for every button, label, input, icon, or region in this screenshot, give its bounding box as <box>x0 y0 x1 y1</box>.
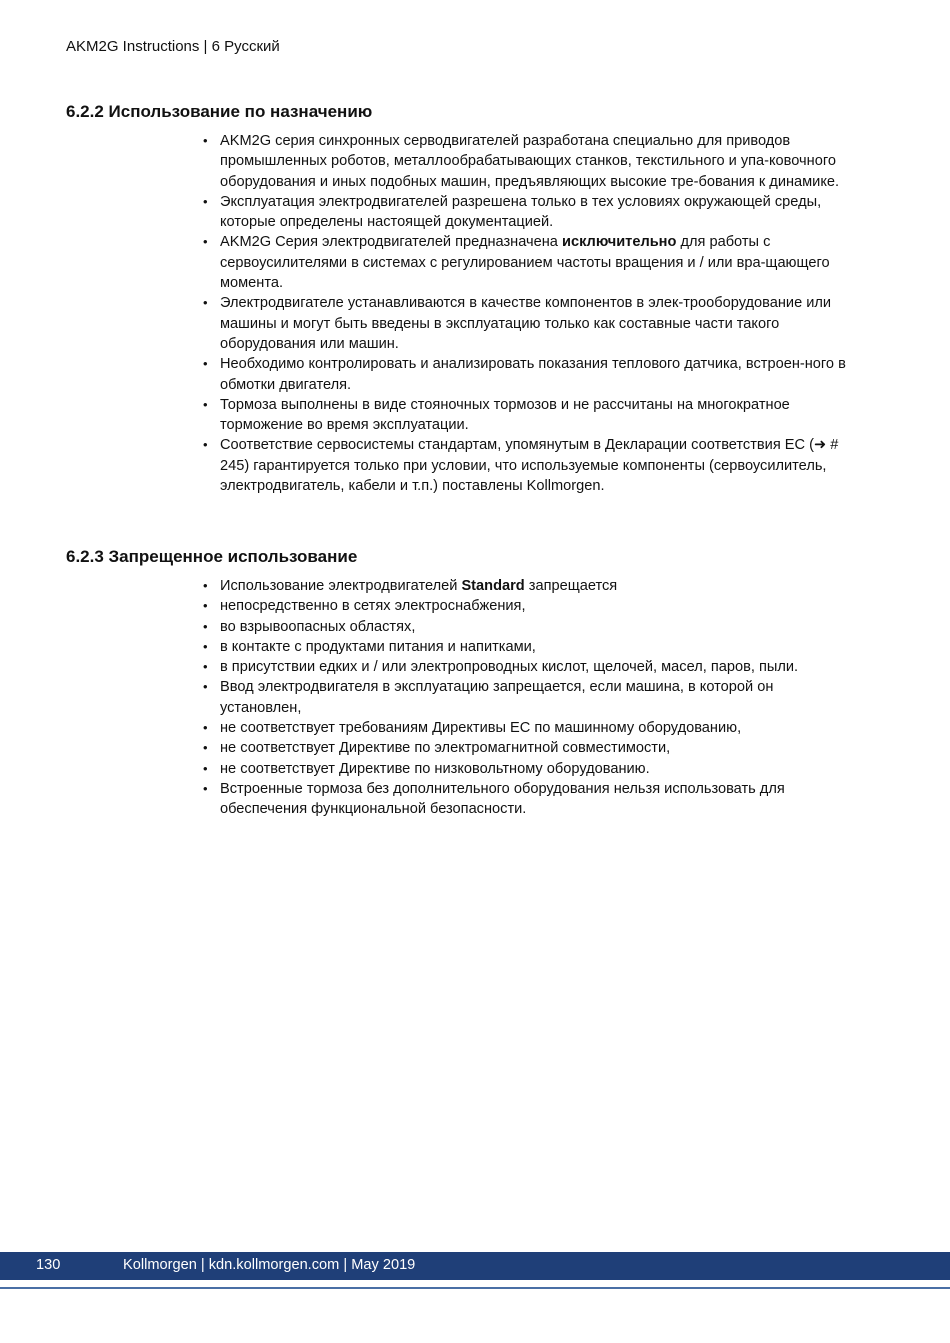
bullet-icon: • <box>203 679 208 695</box>
item-text: Эксплуатация электродвигателей разрешена только в тех условиях окружающей среды, которые определены настоящей документацией. <box>220 193 822 231</box>
item-text: Встроенные тормоза без дополнительного оборудования нельзя использовать для обеспечения функциональной безопасности. <box>220 780 785 818</box>
item-text: для работы с сервоусилителями в системах с регулированием частоты вращения и / или вра-щающего момента. <box>220 234 830 292</box>
list-item <box>203 779 850 820</box>
bullet-icon: • <box>203 659 208 675</box>
section-title: 6.2.2 Использование по назначению <box>66 102 373 121</box>
list-item <box>203 738 850 758</box>
item-text: Необходимо контролировать и анализировать показания теплового датчика, встроен-ного в обмотки двигателя. <box>220 356 846 393</box>
item-text: во взрывоопасных областях, <box>220 618 416 635</box>
bold-text: Standard <box>461 578 525 594</box>
item-text: не соответствует Директиве по низковольтному оборудованию. <box>220 760 650 777</box>
item-text: Ввод электродвигателя в эксплуатацию запрещается, если машина, в которой он установлен, <box>220 679 774 716</box>
bullet-icon: • <box>203 720 208 736</box>
list-item <box>203 759 850 779</box>
running-head: AKM2G Instructions | 6 Русский <box>66 38 280 55</box>
bullet-icon: • <box>203 638 208 654</box>
item-text: не соответствует Директиве по электромагнитной совместимости, <box>220 740 671 757</box>
bullet-icon: • <box>203 578 208 593</box>
bullet-icon: • <box>203 618 208 634</box>
item-text: непосредственно в сетях электроснабжения, <box>220 598 526 615</box>
footer-divider <box>0 1287 950 1289</box>
section-title: 6.2.3 Запрещенное использование <box>66 547 358 566</box>
bullet-icon: • <box>203 193 208 209</box>
list-item <box>203 395 850 436</box>
item-text: в присутствии едких и / или электропроводных кислот, щелочей, масел, паров, пыли. <box>220 659 799 676</box>
bullet-icon: • <box>203 437 208 453</box>
bold-text: исключительно <box>561 234 677 251</box>
item-text: в контакте с продуктами питания и напитками, <box>220 638 536 655</box>
list-item <box>203 657 850 677</box>
bullet-icon: • <box>203 780 208 796</box>
item-text: Соответствие сервосистемы стандартам, упомянутым в Декларации соответствия ЕС (➜ # 245) гарантируется только при условии, что используемые компоненты (сервоусилитель, электродвигатель, кабели и т.п.) поставлены Kollmorgen. <box>220 437 839 495</box>
section-prohibited-use <box>66 546 866 820</box>
item-text: AKM2G серия синхронных серводвигателей разработана специально для приводов промышленных роботов, металлообрабатывающих станков, текстильного и упа-ковочного оборудования и иных подобных машин, предъявляющих высокие тре-бования к динамике. <box>220 133 840 190</box>
list-item <box>203 637 850 657</box>
item-text: запрещается <box>524 578 618 594</box>
bullet-list <box>66 131 850 496</box>
bullet-icon: • <box>203 356 208 372</box>
bullet-icon: • <box>203 598 208 614</box>
list-item <box>203 293 850 354</box>
bullet-list <box>66 576 850 820</box>
list-item <box>203 677 850 718</box>
bullet-icon: • <box>203 133 208 148</box>
item-text: AKM2G Серия электродвигателей предназначена <box>220 234 562 251</box>
bullet-icon: • <box>203 760 208 776</box>
list-item <box>203 576 850 596</box>
bullet-icon: • <box>203 740 208 756</box>
bullet-icon: • <box>203 396 208 412</box>
list-item <box>203 617 850 637</box>
footer-text: Kollmorgen | kdn.kollmorgen.com | May 2019 <box>123 1257 416 1273</box>
item-text: Электродвигателе устанавливаются в качестве компонентов в элек-трооборудование или машины и могут быть введены в эксплуатацию только как составные части такого оборудования или машин. <box>220 295 832 352</box>
section-intended-use <box>66 101 866 496</box>
item-text: Использование электродвигателей <box>220 578 462 594</box>
footer-bar <box>0 1252 950 1280</box>
list-item <box>203 232 850 293</box>
list-item <box>203 354 850 395</box>
list-item <box>203 435 850 496</box>
item-text: не соответствует требованиям Директивы ЕС по машинному оборудованию, <box>220 720 742 737</box>
list-item <box>203 192 850 233</box>
item-text: Тормоза выполнены в виде стояночных тормозов и не рассчитаны на многократное торможение во время эксплуатации. <box>220 396 790 434</box>
bullet-icon: • <box>203 295 208 311</box>
list-item <box>203 131 850 192</box>
page-number: 130 <box>36 1257 61 1273</box>
list-item <box>203 596 850 616</box>
bullet-icon: • <box>203 234 208 250</box>
list-item <box>203 718 850 738</box>
